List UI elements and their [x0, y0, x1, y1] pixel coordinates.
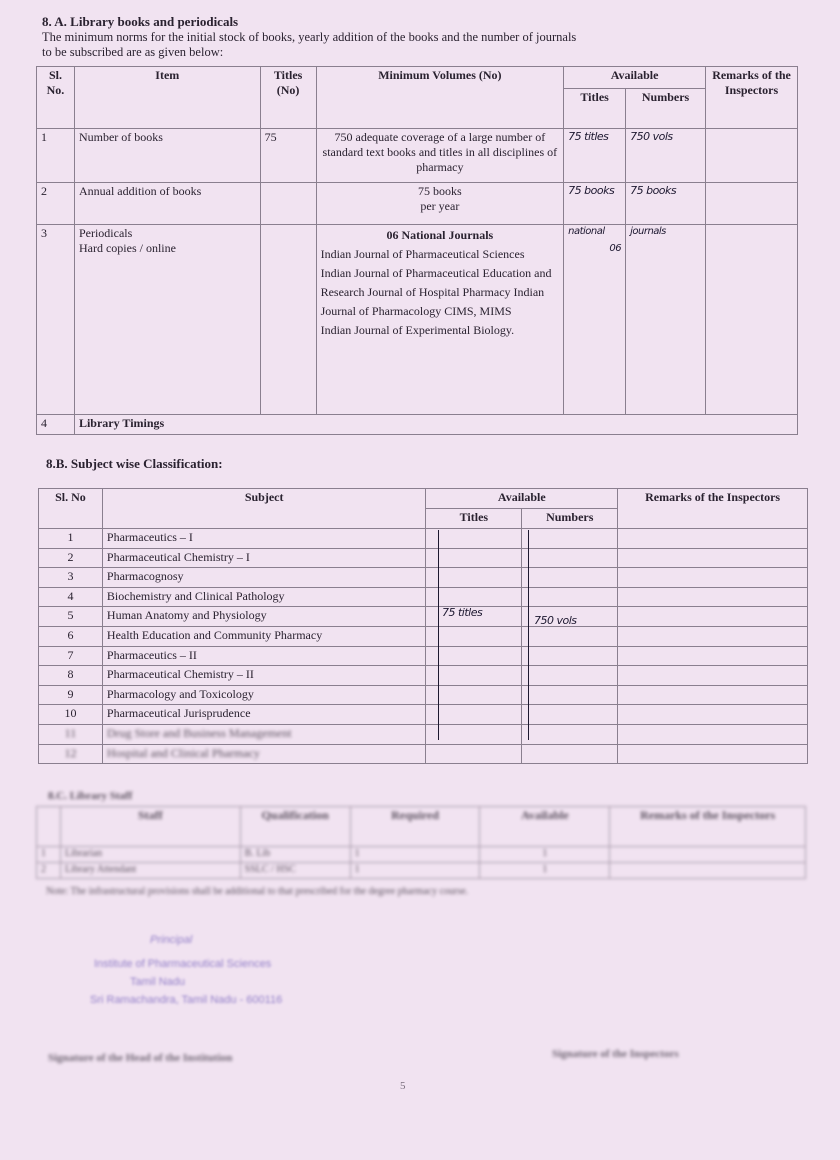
section-a-intro-line1: The minimum norms for the initial stock of books, yearly addition of the books and the number of journals [42, 30, 577, 44]
header-required: Required [350, 807, 480, 847]
cell-min-volumes: 750 adequate coverage of a large number of standard text books and titles in all disciplines of pharmacy [316, 129, 564, 183]
table-row [39, 744, 808, 764]
header-available: Available [564, 67, 706, 89]
cell-sl: 10 [39, 705, 103, 725]
cell-numbers [522, 724, 618, 744]
cell-remarks [618, 705, 808, 725]
cell-remarks [618, 626, 808, 646]
table-row [39, 607, 808, 627]
cell-sl: 2 [37, 183, 75, 225]
cell-numbers [522, 705, 618, 725]
handwritten-titles: 75 titles [442, 606, 483, 619]
journal-entry: Indian Journal of Experimental Biology. [320, 323, 515, 337]
cell-remarks [706, 129, 798, 183]
cell-numbers [522, 626, 618, 646]
header-sl-no: Sl. No. [37, 67, 75, 129]
cell-remarks [618, 548, 808, 568]
table-row [39, 587, 808, 607]
table-row [37, 225, 798, 415]
table-row [39, 705, 808, 725]
cell-item: Annual addition of books [74, 183, 260, 225]
stamp-line1: Principal [150, 934, 193, 946]
header-sl [37, 807, 61, 847]
stamp-line2: Institute of Pharmaceutical Sciences [94, 958, 272, 970]
handwritten-text: 06 [609, 243, 622, 254]
cell-sl: 9 [39, 685, 103, 705]
cell-available: 1 [480, 847, 610, 863]
cell-sl: 3 [39, 568, 103, 588]
cell-required: 1 [350, 863, 480, 879]
cell-titles [426, 646, 522, 666]
footer-signature-head: Signature of the Head of the Institution [48, 1052, 233, 1064]
cell-titles [426, 685, 522, 705]
cell-subject: Pharmacology and Toxicology [102, 685, 426, 705]
cell-sl: 12 [39, 744, 103, 764]
header-sl-no: Sl. No [39, 489, 103, 529]
header-numbers: Numbers [522, 509, 618, 529]
cell-remarks [618, 568, 808, 588]
cell-subject: Pharmaceutical Chemistry – I [102, 548, 426, 568]
cell-sl: 1 [37, 847, 61, 863]
cell-titles [260, 225, 316, 415]
cell-remarks [618, 666, 808, 686]
cell-numbers [522, 529, 618, 549]
handwritten-available-titles [564, 225, 626, 415]
table-row [37, 415, 798, 435]
handwritten-text: national [568, 226, 605, 237]
header-available: Available [426, 489, 618, 509]
cell-remarks [618, 685, 808, 705]
subject-classification-table [38, 488, 808, 764]
cell-subject: Hospital and Clinical Pharmacy [102, 744, 426, 764]
handwritten-available-numbers: 750 vols [626, 129, 706, 183]
stamp-line3: Tamil Nadu [130, 976, 186, 988]
journal-entry: Indian Journal of Pharmaceutical Education and Research Journal of Hospital Pharmacy Indian Journal of Pharmacology CIMS, MIMS [320, 266, 552, 318]
section-c-note: Note: The infrastructural provisions shall be additional to that prescribed for the degree pharmacy course. [46, 886, 469, 897]
cell-available: 1 [480, 863, 610, 879]
header-available-titles: Titles [564, 89, 626, 129]
handwritten-bracket [438, 530, 439, 740]
header-available-numbers: Numbers [626, 89, 706, 129]
cell-remarks [706, 225, 798, 415]
cell-min-volumes [316, 183, 564, 225]
header-titles: Titles [426, 509, 522, 529]
footer-signature-inspectors: Signature of the Inspectors [552, 1048, 679, 1060]
item-line1: Periodicals [78, 226, 133, 240]
cell-subject: Pharmaceutics – I [102, 529, 426, 549]
header-remarks: Remarks of the Inspectors [610, 807, 806, 847]
table-row [39, 548, 808, 568]
min-volumes-line1: 75 books [418, 184, 462, 198]
section-a-heading: 8. A. Library books and periodicals [42, 14, 239, 29]
journals-heading: 06 National Journals [386, 228, 494, 242]
cell-sl: 2 [39, 548, 103, 568]
cell-numbers [522, 646, 618, 666]
cell-subject: Biochemistry and Clinical Pathology [102, 587, 426, 607]
cell-remarks [618, 587, 808, 607]
cell-sl: 4 [39, 587, 103, 607]
cell-titles [426, 548, 522, 568]
table-row [39, 529, 808, 549]
cell-subject: Pharmaceutical Chemistry – II [102, 666, 426, 686]
cell-titles [426, 529, 522, 549]
cell-numbers [522, 548, 618, 568]
cell-remarks [618, 724, 808, 744]
cell-sl: 7 [39, 646, 103, 666]
handwritten-bracket [528, 530, 529, 740]
cell-remarks [610, 847, 806, 863]
cell-remarks [618, 607, 808, 627]
cell-subject: Health Education and Community Pharmacy [102, 626, 426, 646]
cell-sl: 6 [39, 626, 103, 646]
header-available: Available [480, 807, 610, 847]
table-row [37, 863, 806, 879]
cell-staff: Library Attendant [60, 863, 240, 879]
cell-titles [426, 705, 522, 725]
cell-numbers [522, 666, 618, 686]
table-row [39, 685, 808, 705]
header-titles: Titles (No) [260, 67, 316, 129]
table-row [37, 847, 806, 863]
table-row [39, 666, 808, 686]
cell-titles [426, 626, 522, 646]
min-volumes-line2: per year [420, 199, 460, 213]
cell-required: 1 [350, 847, 480, 863]
cell-sl: 1 [37, 129, 75, 183]
cell-qualification: SSLC / HSC [240, 863, 350, 879]
header-subject: Subject [102, 489, 426, 529]
cell-qualification: B. Lib [240, 847, 350, 863]
cell-remarks [618, 744, 808, 764]
handwritten-available-numbers: 75 books [626, 183, 706, 225]
cell-remarks [618, 529, 808, 549]
section-b-heading: 8.B. Subject wise Classification: [46, 456, 223, 471]
cell-sl: 3 [37, 225, 75, 415]
table-row [39, 646, 808, 666]
cell-subject: Pharmacognosy [102, 568, 426, 588]
cell-sl: 8 [39, 666, 103, 686]
cell-titles: 75 [260, 129, 316, 183]
page-number: 5 [400, 1080, 406, 1092]
library-books-table [36, 66, 798, 435]
handwritten-numbers: 750 vols [534, 614, 577, 627]
cell-numbers [522, 568, 618, 588]
cell-subject: Pharmaceutics – II [102, 646, 426, 666]
cell-subject: Pharmaceutical Jurisprudence [102, 705, 426, 725]
journal-entry: Indian Journal of Pharmaceutical Sciences [320, 247, 525, 261]
cell-sl: 2 [37, 863, 61, 879]
cell-remarks [618, 646, 808, 666]
cell-numbers [522, 587, 618, 607]
cell-titles [426, 587, 522, 607]
library-staff-table [36, 806, 806, 879]
cell-titles [426, 568, 522, 588]
cell-sl: 11 [39, 724, 103, 744]
cell-titles [426, 724, 522, 744]
cell-item [74, 225, 260, 415]
cell-titles [426, 744, 522, 764]
cell-sl: 5 [39, 607, 103, 627]
cell-sl: 1 [39, 529, 103, 549]
header-qualification: Qualification [240, 807, 350, 847]
cell-titles [260, 183, 316, 225]
section-a-intro-line2: to be subscribed are as given below: [42, 45, 224, 59]
stamp-line4: Sri Ramachandra, Tamil Nadu - 600116 [90, 994, 283, 1006]
cell-item: Library Timings [74, 415, 797, 435]
table-row [39, 724, 808, 744]
handwritten-available-numbers: journals [626, 225, 706, 415]
cell-sl: 4 [37, 415, 75, 435]
cell-remarks [610, 863, 806, 879]
handwritten-available-titles: 75 books [564, 183, 626, 225]
cell-journals [316, 225, 564, 415]
header-staff: Staff [60, 807, 240, 847]
header-item: Item [74, 67, 260, 129]
item-line2: Hard copies / online [78, 241, 176, 255]
table-row [37, 129, 798, 183]
cell-remarks [706, 183, 798, 225]
cell-subject: Human Anatomy and Physiology [102, 607, 426, 627]
table-row [39, 626, 808, 646]
cell-subject: Drug Store and Business Management [102, 724, 426, 744]
cell-numbers [522, 685, 618, 705]
section-c-heading: 8.C. Library Staff [48, 790, 133, 802]
table-row [39, 568, 808, 588]
cell-staff: Librarian [60, 847, 240, 863]
header-remarks: Remarks of the Inspectors [706, 67, 798, 129]
cell-titles [426, 666, 522, 686]
cell-numbers [522, 744, 618, 764]
cell-item: Number of books [74, 129, 260, 183]
table-row [37, 183, 798, 225]
handwritten-available-titles: 75 titles [564, 129, 626, 183]
header-remarks: Remarks of the Inspectors [618, 489, 808, 529]
header-min-volumes: Minimum Volumes (No) [316, 67, 564, 129]
